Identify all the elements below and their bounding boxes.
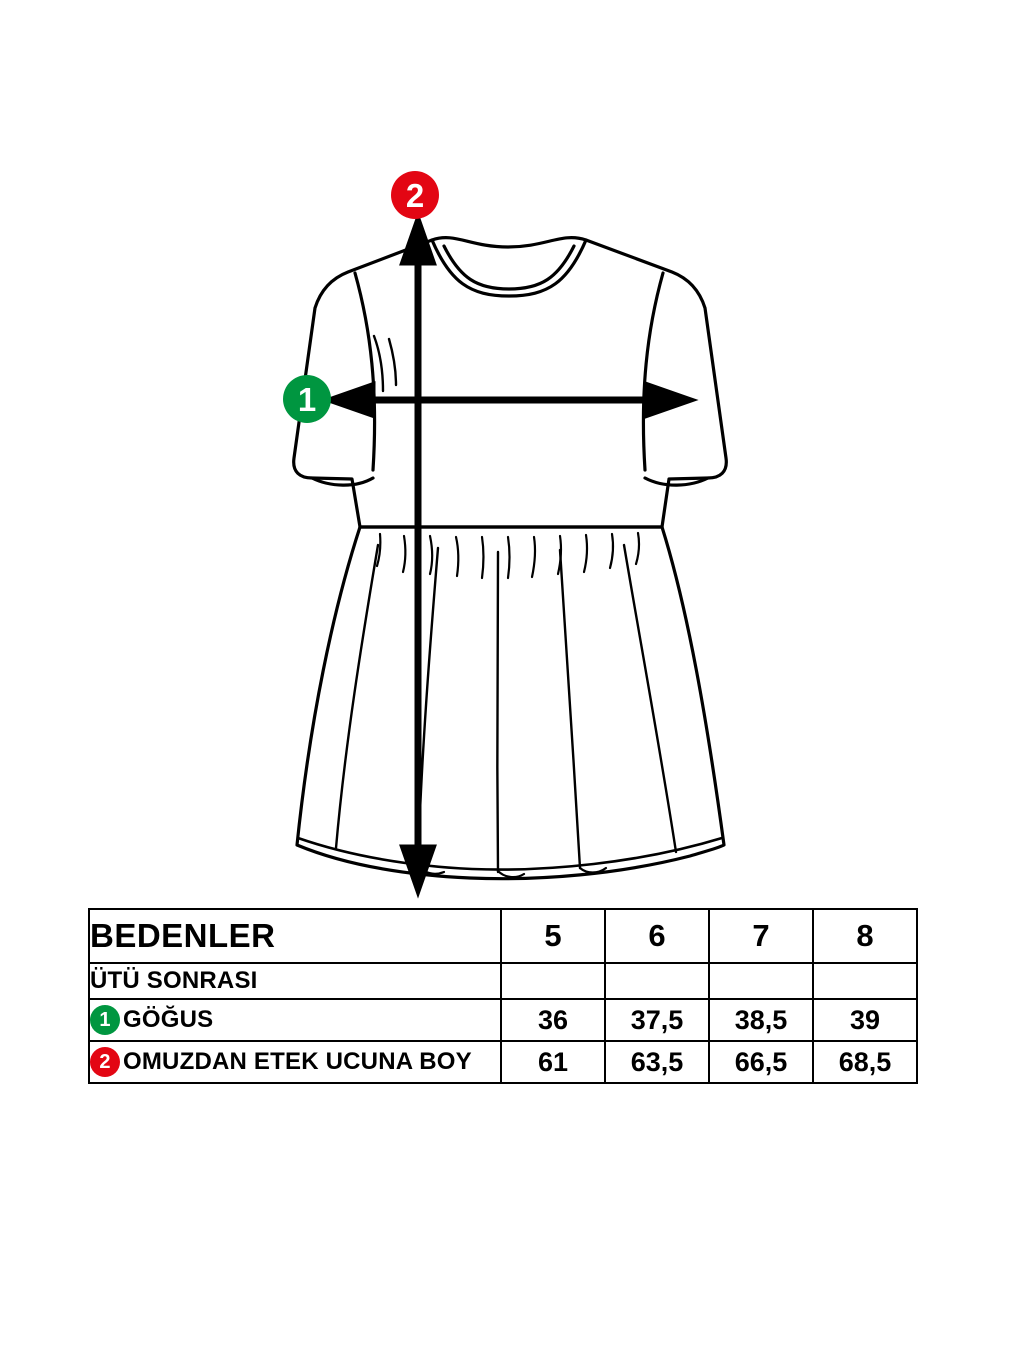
badge-2-icon: 2 xyxy=(90,1047,120,1077)
header-size-7: 7 xyxy=(709,909,813,963)
header-size-5: 5 xyxy=(501,909,605,963)
header-label-cell: BEDENLER xyxy=(89,909,501,963)
table-row xyxy=(89,999,917,1041)
row-length-size-5: 61 xyxy=(501,1041,605,1083)
row-chest-label-cell xyxy=(89,999,501,1041)
row-chest-size-7: 38,5 xyxy=(709,999,813,1041)
row-length-size-7: 66,5 xyxy=(709,1041,813,1083)
subheader-empty-2 xyxy=(605,963,709,999)
row-chest-size-5: 36 xyxy=(501,999,605,1041)
row-chest-label: GÖĞUS xyxy=(123,1006,214,1033)
header-size-6: 6 xyxy=(605,909,709,963)
size-table xyxy=(88,908,918,1084)
svg-text:1: 1 xyxy=(297,381,317,418)
svg-text:2: 2 xyxy=(405,177,425,214)
table-row xyxy=(89,1041,917,1083)
subheader-label-cell: ÜTÜ SONRASI xyxy=(89,963,501,999)
subheader-empty-3 xyxy=(709,963,813,999)
row-length-label-cell xyxy=(89,1041,501,1083)
subheader-empty-1 xyxy=(501,963,605,999)
marker-2-illustration xyxy=(391,171,439,219)
row-length-label: OMUZDAN ETEK UCUNA BOY xyxy=(123,1048,472,1075)
row-chest-size-8: 39 xyxy=(813,999,917,1041)
marker-1-illustration xyxy=(283,375,331,423)
badge-1-icon: 1 xyxy=(90,1005,120,1035)
table-subheader-row xyxy=(89,963,917,999)
row-length-size-6: 63,5 xyxy=(605,1041,709,1083)
row-chest-size-6: 37,5 xyxy=(605,999,709,1041)
table-header-row xyxy=(89,909,917,963)
row-length-size-8: 68,5 xyxy=(813,1041,917,1083)
subheader-empty-4 xyxy=(813,963,917,999)
header-size-8: 8 xyxy=(813,909,917,963)
